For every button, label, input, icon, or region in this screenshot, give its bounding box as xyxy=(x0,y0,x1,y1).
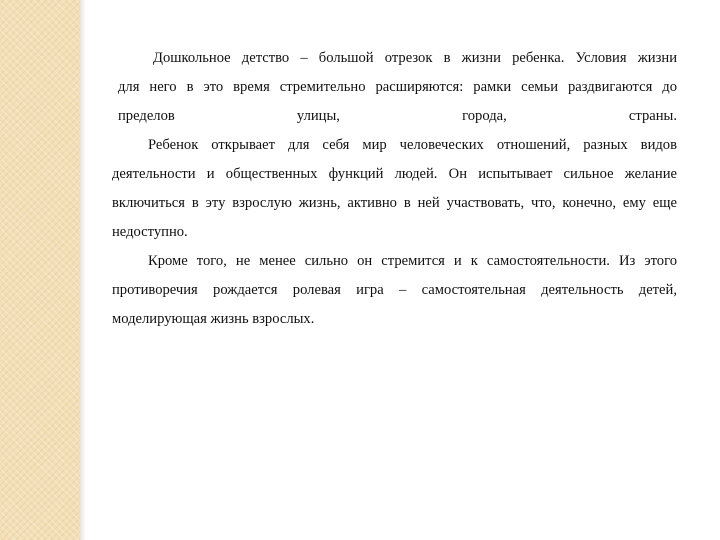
paragraph-1-line-3: пределов улицы, города, страны. xyxy=(118,108,677,124)
decorative-side-band xyxy=(0,0,80,540)
paragraph-1-line-1: Дошкольное детство – большой отрезок в жизни ребенка. Условия жизни xyxy=(153,50,677,66)
paragraph-1-line-2: для него в это время стремительно расширяются: рамки семьи раздвигаются до xyxy=(118,79,677,95)
text-body xyxy=(112,44,677,334)
side-band-shadow xyxy=(80,0,86,540)
paragraph-2: Ребенок открывает для себя мир человеческих отношений, разных видов деятельности и общественных функций людей. Он испытывает сильное желание включиться в эту взрослую жизнь, активно в ней участвовать, что, конечно, ему еще недоступно. xyxy=(112,137,677,240)
paragraph-3: Кроме того, не менее сильно он стремится и к самостоятельности. Из этого противоречия рождается ролевая игра – самостоятельная деятельность детей, моделирующая жизнь взрослых. xyxy=(112,253,677,327)
